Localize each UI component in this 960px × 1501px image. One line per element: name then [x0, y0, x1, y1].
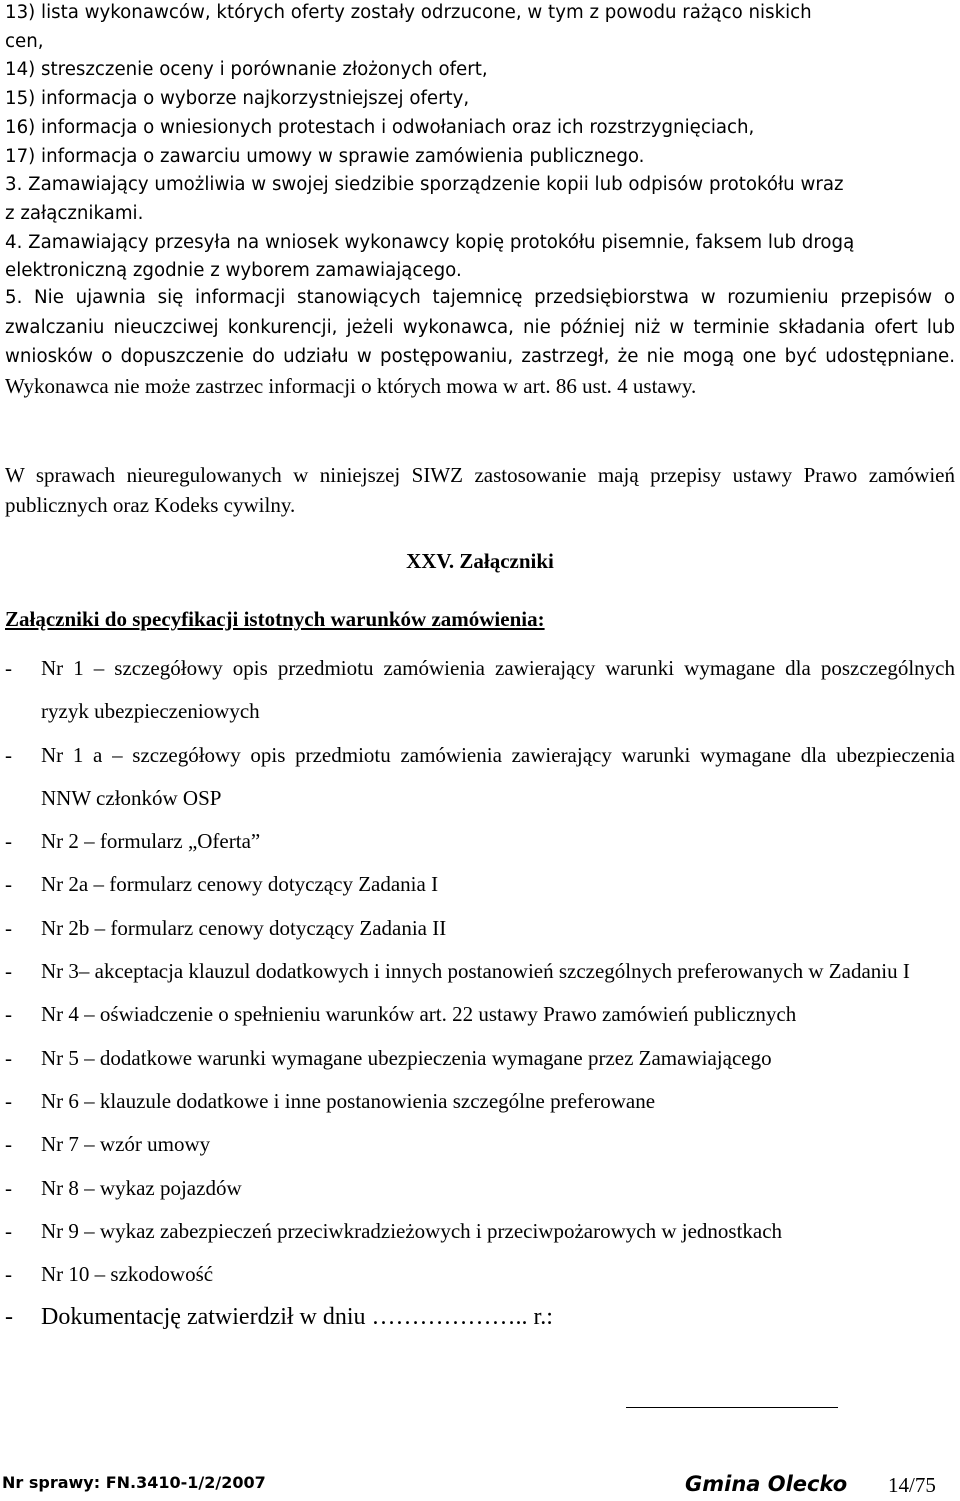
list-dash: -	[5, 829, 12, 854]
document-top-list	[5, 0, 955, 286]
list-dash: -	[5, 1218, 12, 1243]
list-item: 13) lista wykonawców, których oferty zostały odrzucone, w tym z powodu rażąco niskich	[5, 2, 812, 23]
attachment-item	[5, 820, 955, 863]
list-dash: -	[5, 915, 12, 940]
list-dash: -	[5, 1002, 12, 1027]
closing-paragraph: W sprawach nieuregulowanych w niniejszej SIWZ zastosowanie mają przepisy ustawy Prawo zamówień publicznych oraz Kodeks cywilny.	[5, 463, 955, 517]
attachment-item	[5, 1167, 955, 1210]
attachment-item-text: Nr 5 – dodatkowe warunki wymagane ubezpieczenia wymagane przez Zamawiającego	[41, 1045, 772, 1070]
attachment-item-text: Nr 8 – wykaz pojazdów	[41, 1175, 242, 1200]
attachment-item	[5, 734, 955, 821]
paragraph-5-serif-text: Wykonawca nie może zastrzec informacji o których mowa w art. 86 ust. 4 ustawy.	[5, 373, 697, 398]
approval-line	[5, 1296, 955, 1339]
attachment-item	[5, 907, 955, 950]
attachment-item	[5, 1253, 955, 1296]
paragraph-5	[5, 283, 955, 402]
attachment-item	[5, 1210, 955, 1253]
paragraph-3-line-1: 3. Zamawiający umożliwia w swojej siedzibie sporządzenie kopii lub odpisów protokółu wraz	[5, 174, 844, 196]
attachment-item	[5, 1037, 955, 1080]
attachment-item-text: Nr 7 – wzór umowy	[41, 1132, 211, 1157]
list-dash: -	[5, 959, 12, 984]
attachments-heading: Załączniki do specyfikacji istotnych warunków zamówienia:	[5, 607, 545, 631]
footer-page-number: 14/75	[888, 1473, 936, 1497]
list-item: cen,	[5, 30, 44, 52]
list-dash: -	[5, 1045, 12, 1070]
section-heading: XXV. Załączniki	[406, 549, 554, 573]
paragraph-5-sans-text: 5. Nie ujawnia się informacji stanowiących tajemnicę przedsiębiorstwa w rozumieniu przepisów o zwalczaniu nieuczciwej konkurencji, jeżeli wykonawca, nie później niż w terminie składania ofert lub wniosków o dopuszczenie do udziału w postępowaniu, zastrzegł, że nie mogą one być udostępniane.	[5, 287, 955, 367]
attachment-item-text: Nr 2b – formularz cenowy dotyczący Zadania II	[41, 915, 447, 940]
attachment-item-text: Nr 4 – oświadczenie o spełnieniu warunków art. 22 ustawy Prawo zamówień publicznych	[41, 1002, 797, 1027]
attachment-item-text: Nr 10 – szkodowość	[41, 1262, 214, 1287]
attachment-item-text: Nr 9 – wykaz zabezpieczeń przeciwkradzieżowych i przeciwpożarowych w jednostkach	[41, 1218, 783, 1243]
attachment-item-text: Nr 2a – formularz cenowy dotyczący Zadania I	[41, 872, 439, 897]
attachment-item	[5, 950, 955, 993]
list-dash: -	[5, 656, 12, 680]
paragraph-3-line-2: z załącznikami.	[5, 202, 144, 224]
attachment-item-text: Nr 1 – szczegółowy opis przedmiotu zamówienia zawierający warunki wymagane dla poszczególnych ryzyk ubezpieczeniowych	[41, 656, 955, 724]
paragraph-4-line-1: 4. Zamawiający przesyła na wniosek wykonawcy kopię protokółu pisemnie, faksem lub drogą	[5, 231, 855, 253]
footer-organization: Gmina Olecko	[685, 1472, 848, 1496]
list-dash: -	[5, 1304, 13, 1331]
attachments-list	[5, 647, 955, 1339]
attachment-item-text: Nr 3– akceptacja klauzul dodatkowych i innych postanowień szczególnych preferowanych w Zadaniu I	[41, 959, 910, 984]
list-item: 17) informacja o zawarciu umowy w sprawie zamówienia publicznego.	[5, 145, 645, 167]
attachment-item	[5, 1080, 955, 1123]
list-dash: -	[5, 742, 12, 767]
attachment-item-text: Nr 2 – formularz „Oferta”	[41, 829, 261, 854]
list-item: 15) informacja o wyborze najkorzystniejszej oferty,	[5, 88, 470, 110]
list-dash: -	[5, 872, 12, 897]
list-dash: -	[5, 1262, 12, 1287]
paragraph-4-line-2: elektroniczną zgodnie z wyborem zamawiającego.	[5, 260, 462, 282]
approval-text: Dokumentację zatwierdził w dniu ……………….. r.:	[41, 1304, 553, 1331]
attachment-item-text: Nr 6 – klauzule dodatkowe i inne postanowienia szczególne preferowane	[41, 1088, 656, 1113]
attachment-item	[5, 863, 955, 906]
attachment-item	[5, 647, 955, 734]
footer-case-number: Nr sprawy: FN.3410-1/2/2007	[2, 1473, 266, 1492]
list-dash: -	[5, 1088, 12, 1113]
list-dash: -	[5, 1175, 12, 1200]
attachment-item-text: Nr 1 a – szczegółowy opis przedmiotu zamówienia zawierający warunki wymagane dla ubezpieczenia NNW członków OSP	[41, 742, 955, 810]
list-dash: -	[5, 1132, 12, 1157]
attachment-item	[5, 1123, 955, 1166]
list-item: 14) streszczenie oceny i porównanie złożonych ofert,	[5, 59, 488, 81]
attachment-item	[5, 993, 955, 1036]
signature-line	[626, 1407, 838, 1408]
list-item: 16) informacja o wniesionych protestach i odwołaniach oraz ich rozstrzygnięciach,	[5, 116, 755, 138]
